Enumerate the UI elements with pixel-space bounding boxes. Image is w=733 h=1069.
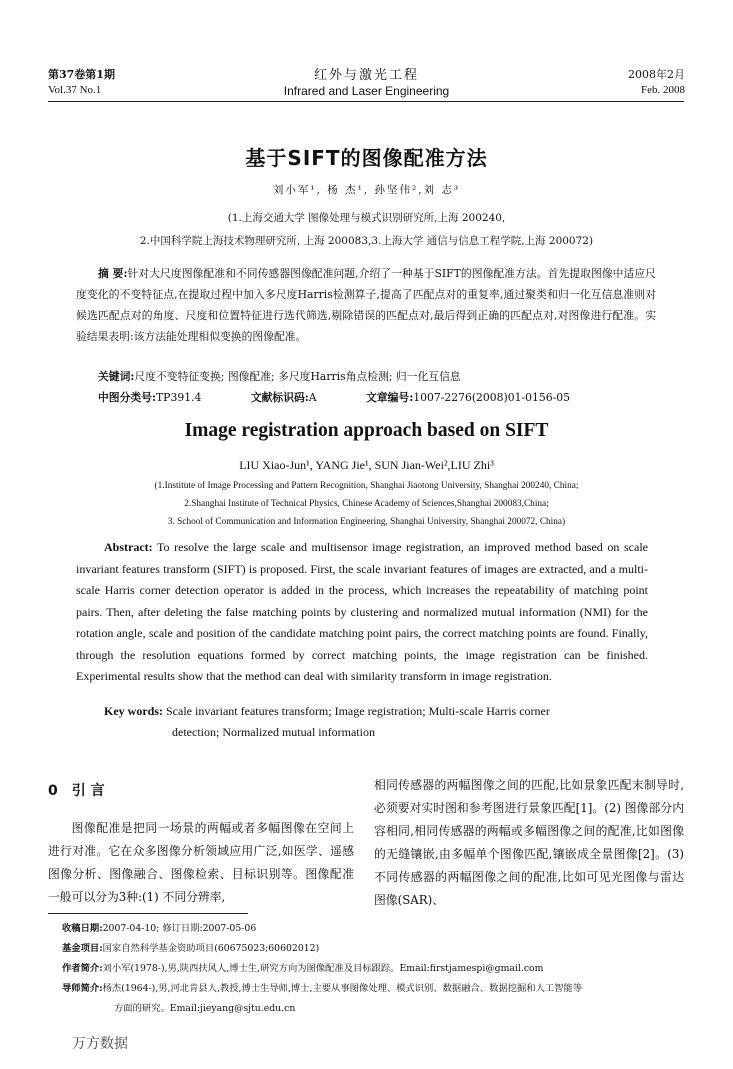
- authors-cn: 刘小军¹, 杨 杰¹, 孙坚伟²,刘 志³: [272, 184, 461, 196]
- doc-code-value: A: [308, 391, 317, 404]
- footnote-fund: [62, 939, 682, 959]
- body-left-text: 图像配准是把同一场景的两幅或者多幅图像在空间上进行对准。它在众多图像分析领域应用广泛,如医学、遥感图像分析、图像融合、图像检索、目标识别等。图像配准一般可以分为3种:(1) 不同分辨率,: [48, 821, 354, 904]
- watermark: 万方数据: [72, 1036, 128, 1052]
- keywords-en-label: Key words:: [104, 704, 163, 718]
- section-heading: [48, 780, 105, 800]
- footnote-received: [62, 919, 682, 939]
- date-cn: 2008年2月: [628, 68, 685, 81]
- footnote-author: [62, 959, 682, 979]
- section-title: 引 言: [71, 783, 105, 799]
- affiliation-en-1: (1.Institute of Image Processing and Pattern Recognition, Shanghai Jiaotong University, Shanghai 200240, China;: [154, 481, 579, 491]
- clc-label: 中图分类号:: [98, 391, 156, 404]
- body-right-text: 相同传感器的两幅图像之间的匹配,比如景象匹配末制导时,必须要对实时图和参考图进行景象匹配[1]。(2) 图像部分内容相同,相同传感器的两幅或多幅图像之间的配准,比如图像的无缝镶嵌,由多幅单个图像匹配,镶嵌成全景图像[2]。(3) 不同传感器的两幅图像之间的配准,比如可见光图像与雷达图像(SAR)、: [374, 778, 684, 907]
- footnote-advisor-cont: [62, 999, 682, 1019]
- keywords-en-line1: Scale invariant features transform; Image registration; Multi-scale Harris corner: [166, 704, 550, 718]
- footnote-label: 基金项目:: [62, 943, 103, 954]
- footnote-text: 杨杰(1964-),男,河北肯县人,教授,博士生导师,博士,主要从事图像处理、模式识别、数据融合、数据挖掘和人工智能等: [102, 983, 583, 994]
- footnote-text: 刘小军(1978-),男,陕西扶风人,博士生,研究方向为图像配准及目标跟踪。Email:firstjamespi@gmail.com: [102, 963, 544, 974]
- issue-en: Vol.37 No.1: [48, 84, 102, 96]
- abstract-en-label: Abstract:: [104, 540, 153, 554]
- affiliation-en-3: 3. School of Communication and Information Engineering, Shanghai University, Shanghai 200072, China): [167, 517, 566, 527]
- keywords-cn-text: 尺度不变特征变换; 图像配准; 多尺度Harris角点检测; 归一化互信息: [134, 370, 461, 383]
- footnote-text: 国家自然科学基金资助项目(60675023;60602012): [102, 943, 320, 954]
- body-column-right: [374, 774, 684, 912]
- article-no-value: 1007-2276(2008)01-0156-05: [413, 391, 570, 404]
- issue-cn: 第37卷第1期: [48, 68, 115, 81]
- footnote-advisor: [62, 979, 682, 999]
- header-rule: [48, 101, 684, 102]
- classification-cn: [98, 387, 658, 408]
- section-number: 0: [48, 783, 58, 799]
- footnote-label: 作者简介:: [62, 963, 103, 974]
- footnote-rule: [48, 913, 248, 914]
- body-column-left: [48, 817, 354, 909]
- page-title-cn: 基于SIFT的图像配准方法: [245, 146, 488, 170]
- footnote-text: 方面的研究。Email:jieyang@sjtu.edu.cn: [114, 1003, 296, 1014]
- footnote-text: 2007-04-10; 修订日期:2007-05-06: [102, 923, 257, 934]
- affiliation-en-2: 2.Shanghai Institute of Technical Physics, Chinese Academy of Sciences,Shanghai 200083,China;: [184, 499, 549, 509]
- page-title-en: Image registration approach based on SIFT: [184, 420, 549, 441]
- article-no-label: 文章编号:: [366, 391, 414, 404]
- journal-title-en: Infrared and Laser Engineering: [283, 84, 450, 98]
- footnote-label: 导师简介:: [62, 983, 103, 994]
- date-en: Feb. 2008: [641, 84, 685, 96]
- keywords-en-line2: detection; Normalized mutual information: [172, 725, 375, 739]
- keywords-en: [104, 701, 664, 723]
- authors-en: LIU Xiao-Jun¹, YANG Jie¹, SUN Jian-Wei²,LIU Zhi³: [239, 458, 494, 472]
- affiliation-cn-2: 2.中国科学院上海技术物理研究所, 上海 200083,3.上海大学 通信与信息工程学院,上海 200072): [139, 235, 594, 247]
- footnote-label: 收稿日期:: [62, 923, 103, 934]
- abstract-cn: [76, 263, 656, 347]
- journal-title-cn: 红外与激光工程: [313, 68, 419, 83]
- abstract-cn-label: 摘 要:: [98, 267, 128, 280]
- keywords-cn: [98, 366, 658, 387]
- keywords-cn-label: 关键词:: [98, 370, 135, 383]
- footnotes: [62, 919, 682, 1019]
- clc-value: TP391.4: [155, 391, 202, 404]
- abstract-en-text: To resolve the large scale and multisensor image registration, an improved method based on scale invariant features transform (SIFT) is proposed. First, the scale invariant features of images are extracted, and a multi-scale Harris corner detection operator is added in the process, which increases the repeatability of matching point pairs. Then, after deleting the false matching points by clustering and normalized mutual information (NMI) for the rotation angle, scale and position of the candidate matching point pairs, the correct matching points are found. Finally, through the resolution equations formed by correct matching points, the image registration can be finished. Experimental results show that the method can deal with similarity transform in image registration.: [76, 540, 648, 683]
- keywords-en-line2-row: [172, 722, 652, 744]
- affiliation-cn-1: (1.上海交通大学 图像处理与模式识别研究所,上海 200240,: [227, 212, 506, 224]
- abstract-en: [76, 537, 648, 688]
- abstract-cn-text: 针对大尺度图像配准和不同传感器图像配准问题,介绍了一种基于SIFT的图像配准方法。首先提取图像中适应尺度变化的不变特征点,在提取过程中加入多尺度Harris检测算子,提高了匹配点对的重复率,通过聚类和归一化互信息准则对候选匹配点对的角度、尺度和位置特征进行选代筛选,剔除错误的匹配点对,最后得到正确的匹配点对,对图像进行配准。实验结果表明:该方法能处理相似变换的图像配准。: [76, 267, 656, 343]
- doc-code-label: 文献标识码:: [250, 391, 309, 404]
